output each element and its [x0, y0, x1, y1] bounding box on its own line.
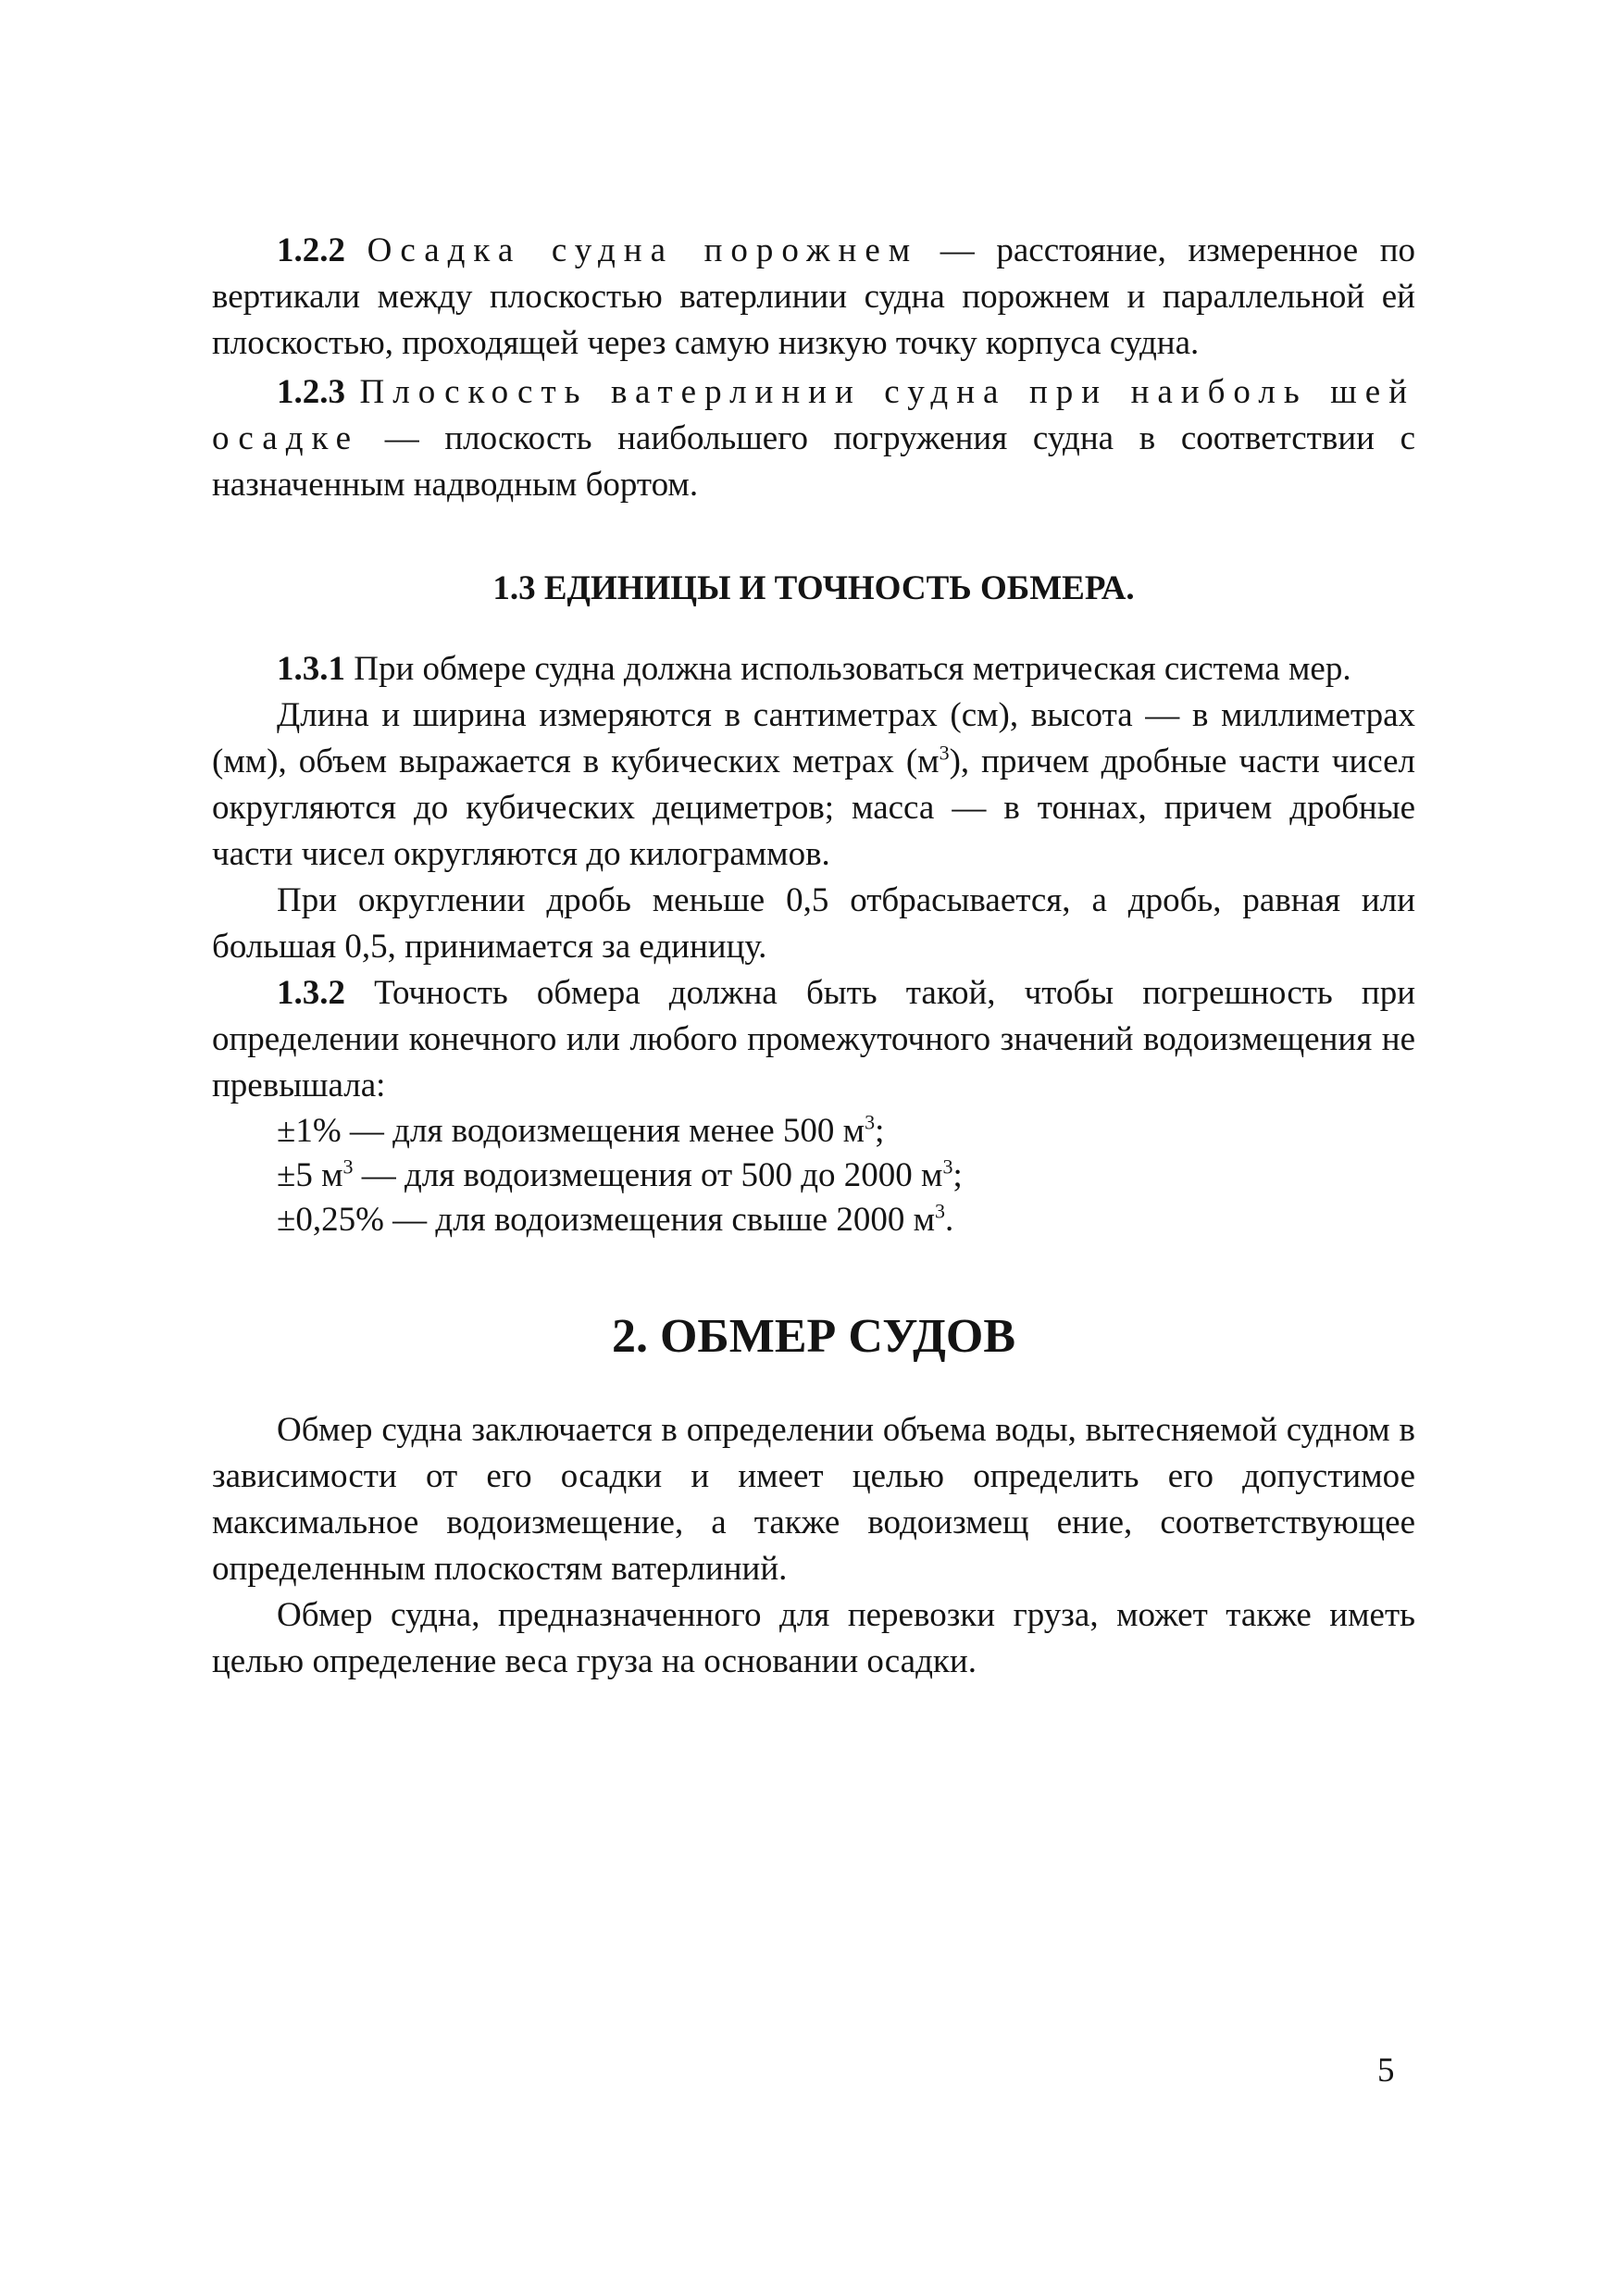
plus-minus-sign: ±	[277, 1156, 296, 1194]
page-number: 5	[1377, 2052, 1395, 2090]
clause-number: 1.2.2	[277, 231, 345, 269]
tolerance-line-1	[212, 1109, 1415, 1154]
term-dash: —	[918, 231, 997, 269]
tolerance-end: ;	[875, 1112, 885, 1150]
paragraph-units	[212, 693, 1415, 878]
superscript: 3	[342, 1154, 354, 1179]
tolerance-text: 5 м	[295, 1156, 343, 1194]
tolerance-text-mid: — для водоизмещения от 500 до 2000 м	[353, 1156, 943, 1194]
units-text-b: ), причем дробные части чисел округляются до кубических дециметров; масса — в тоннах, причем дробные части чисел округляются до килограммов.	[212, 742, 1415, 873]
term-dash: —	[359, 419, 445, 457]
tolerance-end: .	[945, 1201, 954, 1239]
tolerance-text: 1% — для водоизмещения менее 500 м	[295, 1112, 865, 1150]
section-heading-1-3: 1.3 ЕДИНИЦЫ И ТОЧНОСТЬ ОБМЕРА.	[492, 569, 1135, 607]
paragraph-1-2-2	[212, 228, 1415, 367]
clause-text: При обмере судна должна использоваться метрическая система мер.	[354, 650, 1351, 688]
paragraph-1-3-1	[212, 646, 1415, 693]
superscript: 3	[939, 741, 950, 765]
clause-number: 1.2.3	[277, 373, 345, 411]
chapter-heading-2: 2. ОБМЕР СУДОВ	[611, 1310, 1016, 1363]
term-name: Плоскость ватерлинии судна при наиболь шей осадке	[212, 373, 1415, 457]
term-definition: расстояние, измеренное по вертикали между плоскостью ватерлинии судна порожнем и параллельной ей плоскостью, проходящей через самую низкую точку корпуса судна.	[212, 231, 1416, 362]
paragraph-chapter2-1: Обмер судна заключается в определении объема воды, вытесняемой судном в зависимости от его осадки и имеет целью определить его допустимое максимальное водоизмещение, а также водоизмещ ение, соответствующее определенным плоскостям ватерлиний.	[212, 1411, 1415, 1588]
tolerance-end: ;	[952, 1156, 963, 1194]
clause-number: 1.3.1	[277, 650, 345, 688]
tolerance-text: 0,25% — для водоизмещения свыше 2000 м	[295, 1201, 936, 1239]
paragraph-1-3-2	[212, 970, 1415, 1109]
superscript: 3	[865, 1110, 876, 1134]
term-name: Осадка судна порожнем	[367, 231, 919, 269]
tolerance-line-3	[212, 1198, 1415, 1242]
superscript: 3	[935, 1199, 946, 1223]
tolerance-line-2	[212, 1154, 1415, 1198]
term-definition: плоскость наибольшего погружения судна в соответствии с назначенным надводным бортом.	[212, 419, 1415, 504]
paragraph-rounding: При округлении дробь меньше 0,5 отбрасывается, а дробь, равная или большая 0,5, принимается за единицу.	[212, 881, 1415, 966]
clause-text: Точность обмера должна быть такой, чтобы погрешность при определении конечного или любого промежуточного значений водоизмещения не превышала:	[212, 974, 1416, 1104]
clause-number: 1.3.2	[277, 974, 345, 1012]
plus-minus-sign: ±	[277, 1112, 296, 1150]
superscript: 3	[942, 1154, 953, 1179]
paragraph-1-2-3	[212, 369, 1415, 508]
units-text-a: Длина и ширина измеряются в сантиметрах (см), высота — в миллиметрах (мм), объем выражается в кубических метрах (м	[212, 696, 1415, 780]
page-content	[212, 228, 1415, 1685]
paragraph-chapter2-2: Обмер судна, предназначенного для перевозки груза, может также иметь целью определение веса груза на основании осадки.	[212, 1596, 1415, 1680]
plus-minus-sign: ±	[277, 1201, 296, 1239]
